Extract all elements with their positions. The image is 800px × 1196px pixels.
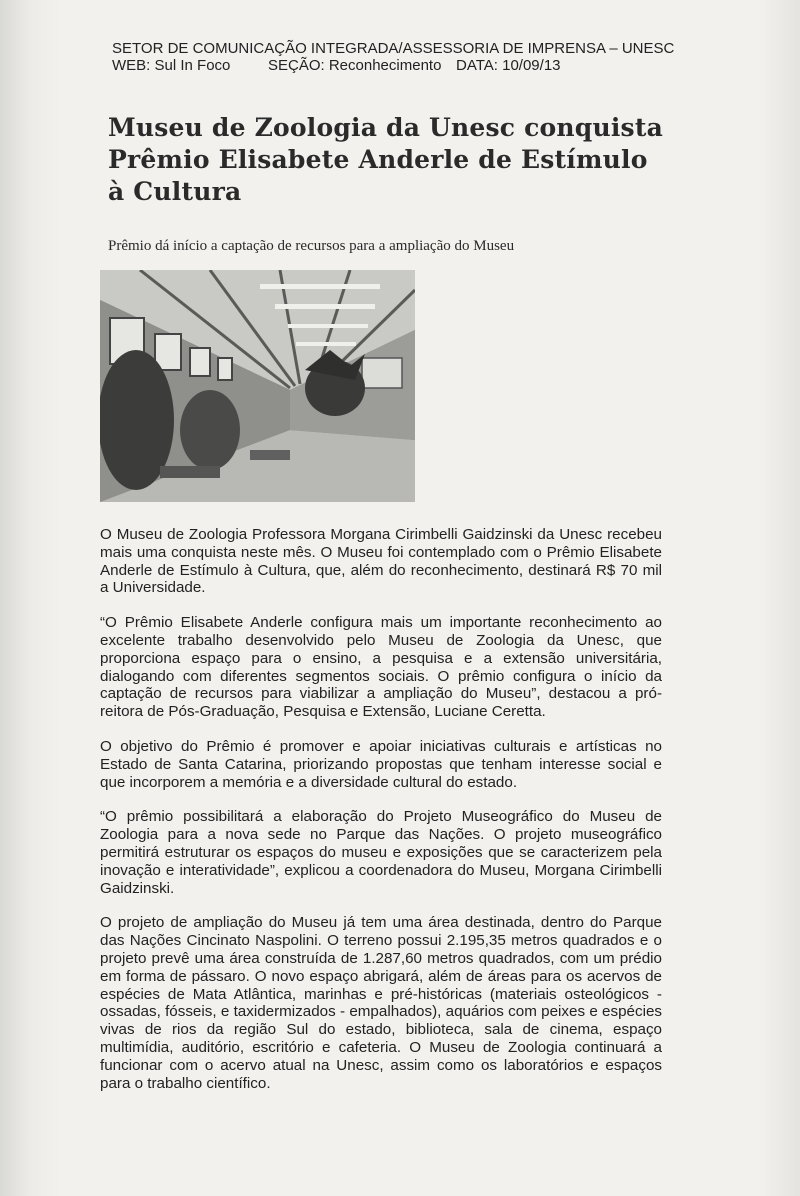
article-subtitle: Prêmio dá início a captação de recursos para a ampliação do Museu [108, 238, 515, 254]
article-paragraph: “O Prêmio Elisabete Anderle configura mais um importante reconhecimento ao excelente trabalho desenvolvido pelo Museu de Zoologia da Unesc, que proporciona espaço para o ensino, a pesquisa e a extensão universitária, dialogando com diferentes segmentos sociais. O prêmio configura o início da captação de recursos para viabilizar a ampliação do Museu”, destacou a pró-reitora de Pós-Graduação, Pesquisa e Extensão, Luciane Ceretta. [100, 614, 662, 721]
header-department: SETOR DE COMUNICAÇÃO INTEGRADA/ASSESSORIA DE IMPRENSA – UNESC [112, 40, 675, 57]
article-paragraph: O objetivo do Prêmio é promover e apoiar iniciativas culturais e artísticas no Estado de Santa Catarina, priorizando propostas que tenham interesse social e que incorporem a memória e a diversidade cultural do estado. [100, 737, 662, 791]
header-section: SEÇÃO: Reconhecimento [268, 57, 442, 74]
article-paragraph: O projeto de ampliação do Museu já tem uma área destinada, dentro do Parque das Nações Cincinato Naspolini. O terreno possui 2.195,35 metros quadrados e o projeto prevê uma área construída de 1.287,60 metros quadrados, com um prédio em forma de pássaro. O novo espaço abrigará, além de áreas para os acervos de espécies de Mata Atlântica, marinhas e pré-históricas (materiais osteológicos - ossadas, fósseis, e taxidermizados - empalhados), aquários com peixes e espécies vivas de rios da região Sul do estado, biblioteca, sala de cinema, espaço multimídia, auditório, escritório e cafeteria. O Museu de Zoologia continuará a funcionar com o acervo atual na Unesc, assim como os laboratórios e espaços para o trabalho científico. [100, 914, 662, 1092]
museum-gallery-photo [100, 270, 415, 502]
photo-illustration [100, 270, 415, 502]
article-body [100, 526, 662, 1109]
header-meta-row [112, 57, 732, 74]
article-paragraph: O Museu de Zoologia Professora Morgana Cirimbelli Gaidzinski da Unesc recebeu mais uma conquista neste mês. O Museu foi contemplado com o Prêmio Elisabete Anderle de Estímulo à Cultura, que, além do reconhecimento, destinará R$ 70 mil a Universidade. [100, 526, 662, 597]
article-paragraph: “O prêmio possibilitará a elaboração do Projeto Museográfico do Museu de Zoologia para a nova sede no Parque das Nações. O projeto museográfico permitirá estruturar os espaços do museu e exposições que se caracterizem pela inovação e interatividade”, explicou a coordenadora do Museu, Morgana Cirimbelli Gaidzinski. [100, 808, 662, 897]
document-header [112, 40, 732, 74]
article-title: Museu de Zoologia da Unesc conquista Prêmio Elisabete Anderle de Estímulo à Cultura [108, 113, 663, 206]
header-date: DATA: 10/09/13 [456, 57, 561, 74]
header-web: WEB: Sul In Foco [112, 57, 231, 74]
